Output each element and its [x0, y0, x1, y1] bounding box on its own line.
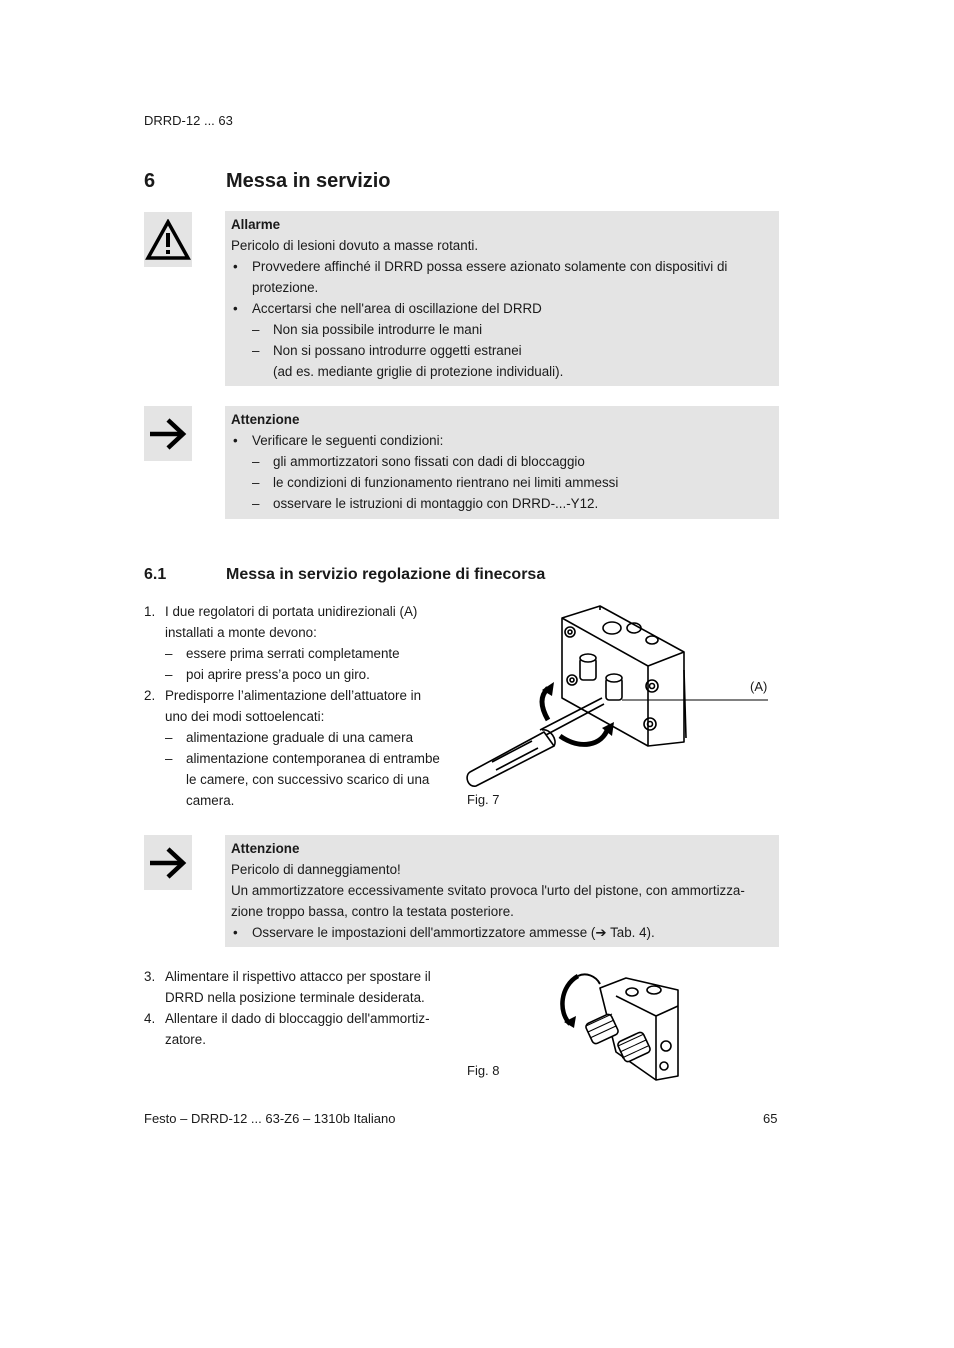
step-1-dash-1: – essere prima serrati completamente	[165, 646, 400, 661]
steps-list-1	[144, 601, 454, 811]
fig8-illustration	[556, 966, 686, 1084]
attention-2-title: Attenzione	[231, 841, 300, 856]
warning-dash-2: – Non si possano introdurre oggetti estranei (ad es. mediante griglie di protezione individuali).	[252, 343, 564, 379]
document-header: DRRD-12 ... 63	[144, 113, 233, 128]
attention-dash-2: – le condizioni di funzionamento rientrano nei limiti ammessi	[252, 475, 619, 490]
footer-document-info: Festo – DRRD-12 ... 63-Z6 – 1310b Italiano	[144, 1111, 396, 1126]
warning-bullet-2: • Accertarsi che nell'area di oscillazione del DRRD	[231, 298, 773, 319]
step-4: 4. Allentare il dado di bloccaggio dell'ammortiz- zatore.	[144, 1011, 430, 1047]
step-1-dash-2: – poi aprire press’a poco un giro.	[165, 667, 370, 682]
subsection-title: Messa in servizio regolazione di finecorsa	[226, 566, 546, 583]
warning-dash-1: – Non sia possibile introdurre le mani	[252, 322, 483, 337]
arrow-right-icon	[148, 846, 188, 880]
fig8-caption: Fig. 8	[467, 1063, 500, 1078]
section-number: 6	[144, 170, 156, 192]
step-2: 2. Predisporre l’alimentazione dell’attuatore in uno dei modi sottoelencati:	[144, 688, 422, 724]
steps-list-2	[144, 966, 454, 1050]
attention-icon-box-2	[144, 835, 192, 890]
attention-dash-3: – osservare le istruzioni di montaggio con DRRD-...-Y12.	[252, 496, 599, 511]
attention-2-line-1: Pericolo di danneggiamento!	[231, 862, 401, 877]
step-1: 1. I due regolatori di portata unidirezionali (A) installati a monte devono:	[144, 604, 418, 640]
warning-text: Pericolo di lesioni dovuto a masse rotanti.	[231, 238, 479, 253]
warning-bullet-1: • Provvedere affinché il DRRD possa essere azionato solamente con dispositivi di protezione.	[231, 256, 773, 298]
attention-2-bullet: • Osservare le impostazioni dell'ammortizzatore ammesse (➔ Tab. 4).	[231, 922, 773, 943]
fig7-caption: Fig. 7	[467, 792, 500, 807]
step-3: 3. Alimentare il rispettivo attacco per spostare il DRRD nella posizione terminale desiderata.	[144, 969, 431, 1005]
attention-title: Attenzione	[231, 412, 300, 427]
attention-2-line-3: zione troppo bassa, contro la testata posteriore.	[231, 904, 514, 919]
page-number: 65	[763, 1111, 778, 1126]
attention-dash-1: – gli ammortizzatori sono fissati con dadi di bloccaggio	[252, 454, 585, 469]
arrow-right-icon	[148, 417, 188, 451]
attention-note-1	[225, 406, 779, 519]
step-2-dash-1: – alimentazione graduale di una camera	[165, 730, 414, 745]
subsection-number: 6.1	[144, 566, 167, 583]
warning-icon-box	[144, 212, 192, 267]
attention-bullet: • Verificare le seguenti condizioni:	[231, 430, 773, 451]
warning-note	[225, 211, 779, 386]
fig7-callout: (A)	[750, 679, 768, 694]
attention-2-line-2: Un ammortizzatore eccessivamente svitato provoca l'urto del pistone, con ammortizza-	[231, 883, 745, 898]
warning-triangle-icon	[145, 219, 191, 261]
fig7-illustration	[462, 600, 772, 790]
step-2-dash-2: – alimentazione contemporanea di entrambe le camere, con successivo scarico di una camera.	[165, 751, 440, 808]
section-title: Messa in servizio	[226, 170, 391, 192]
attention-icon-box	[144, 406, 192, 461]
attention-note-2	[225, 835, 779, 947]
warning-title: Allarme	[231, 217, 281, 232]
